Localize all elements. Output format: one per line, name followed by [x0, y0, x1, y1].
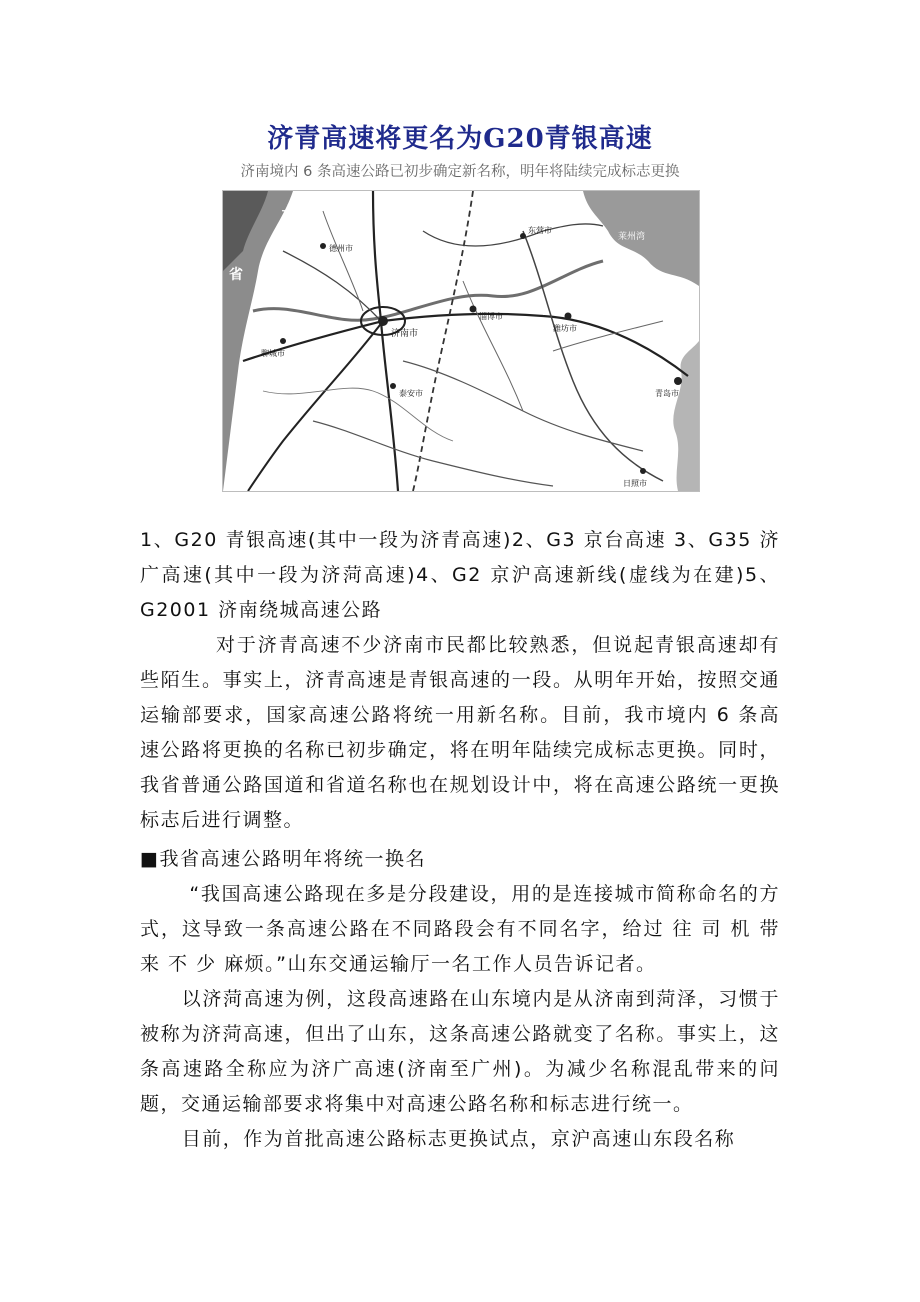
map-label-dongying: 东营市: [528, 226, 552, 235]
map-road-7: [323, 211, 363, 311]
map-city-zibo-dot: [470, 306, 477, 313]
map-city-rizhao-dot: [640, 468, 646, 474]
map-city-liaocheng-dot: [280, 338, 286, 344]
map-label-liaocheng: 聊城市: [261, 349, 285, 358]
map-label-bay: 莱州湾: [618, 232, 646, 242]
map-river: [253, 261, 603, 320]
map-city-weifang-dot: [565, 313, 572, 320]
map-label-north: 北: [281, 202, 301, 226]
article-body: [140, 523, 780, 838]
map-city-taian-dot: [390, 383, 396, 389]
paragraph-pilot: 目前，作为首批高速公路标志更换试点，京沪高速山东段名称: [181, 1128, 736, 1150]
paragraph-example: 以济菏高速为例，这段高速路在山东境内是从济南到菏泽，习惯于被称为济菏高速，但出了山东，这条高速公路就变了名称。事实上，这条高速路全称应为济广高速(济南至广州)。为减少名称混乱带来的问题，交通运输部要求将集中对高速公路名称和标志进行统一。: [140, 988, 780, 1115]
map-road-6: [463, 281, 523, 411]
article-body-section-2: [140, 842, 780, 1157]
map-highway-g20: [243, 314, 688, 376]
paragraph-route-list: 1、G20 青银高速(其中一段为济青高速)2、G3 京台高速 3、G35 济广高速(其中一段为济菏高速)4、G2 京沪高速新线(虚线为在建)5、G2001 济南绕城高速公路: [140, 529, 780, 621]
map-label-rizhao: 日照市: [623, 479, 647, 488]
map-city-dongying-dot: [520, 233, 526, 239]
map-label-qingdao: 青岛市: [655, 389, 679, 398]
map-city-jinan-dot: [378, 316, 388, 326]
highway-map: [222, 190, 700, 492]
article-subtitle: 济南境内 6 条高速公路已初步确定新名称，明年将陆续完成标志更换: [240, 164, 680, 180]
map-label-weifang: 潍坊市: [553, 324, 577, 333]
map-city-qingdao-dot: [674, 377, 682, 385]
map-highway-g2: [413, 191, 473, 491]
map-highway-g35: [248, 321, 383, 491]
map-road-9: [263, 388, 453, 441]
map-label-zibo: 淄博市: [479, 312, 503, 321]
map-sea-east: [673, 341, 699, 491]
section-heading: ■我省高速公路明年将统一换名: [140, 848, 426, 870]
map-road-1: [523, 231, 663, 481]
paragraph-intro: 对于济青高速不少济南市民都比较熟悉，但说起青银高速却有些陌生。事实上，济青高速是青银高速的一段。从明年开始，按照交通运输部要求，国家高速公路将统一用新名称。目前，我市境内 6 条高速公路将更换的名称已初步确定，将在明年陆续完成标志更换。同时，我省普通公路国道和省道名称也在规划设计中，将在高速公路统一更换标志后进行调整。: [140, 634, 780, 831]
map-label-taian: 泰安市: [399, 389, 423, 398]
map-label-jinan: 济南市: [391, 329, 419, 339]
paragraph-quote: “我国高速公路现在多是分段建设，用的是连接城市简称命名的方式，这导致一条高速公路在不同路段会有不同名字，给过 往 司 机 带 来 不 少 麻烦。”山东交通运输厅一名工作人员告诉记者。: [140, 883, 780, 975]
map-label-dezhou: 德州市: [329, 244, 353, 253]
map-label-province: 省: [229, 267, 243, 283]
map-graphic: [223, 191, 699, 491]
article-title: 济青高速将更名为G20青银高速: [267, 124, 653, 154]
map-city-dezhou-dot: [320, 243, 326, 249]
map-road-2: [423, 224, 603, 246]
